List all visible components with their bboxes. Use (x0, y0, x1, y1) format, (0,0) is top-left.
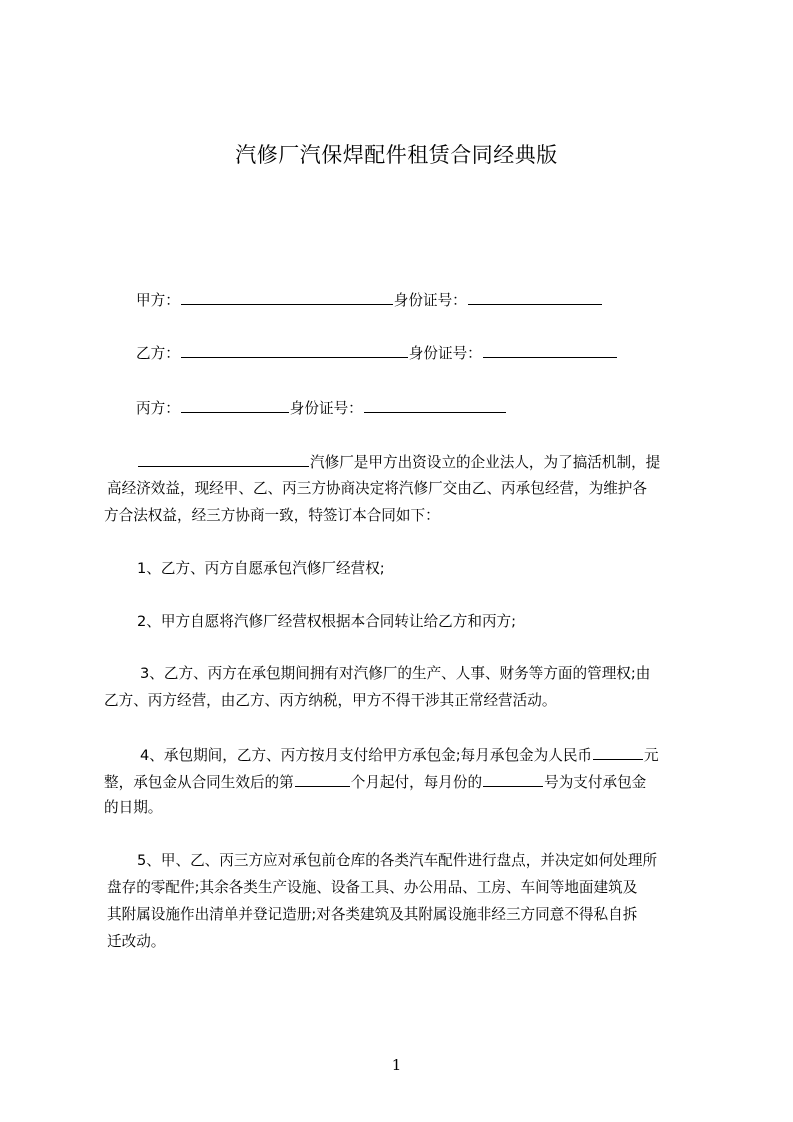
clause-4-line-2 (104, 772, 646, 793)
party-c-name-blank[interactable] (181, 398, 289, 413)
party-b-line (136, 343, 618, 364)
clause-1: 1、乙方、丙方自愿承包汽修厂经营权; (137, 560, 385, 577)
party-a-line (136, 290, 603, 311)
party-a-label: 甲方： (136, 292, 180, 309)
clause-4-text-2a: 整，承包金从合同生效后的第 (104, 774, 294, 791)
party-a-id-blank[interactable] (468, 290, 602, 305)
clause-4-text-1a: 4、承包期间，乙方、丙方按月支付给甲方承包金;每月承包金为人民币 (140, 747, 593, 764)
party-c-id-blank[interactable] (364, 398, 506, 413)
party-b-label: 乙方： (136, 345, 180, 362)
clause-3-line-2: 乙方、丙方经营，由乙方、丙方纳税，甲方不得干涉其正常经营活动。 (104, 692, 557, 709)
party-b-id-blank[interactable] (483, 343, 617, 358)
clause-4-text-2c: 号为支付承包金 (544, 774, 647, 791)
party-b-id-label: 身份证号： (408, 345, 482, 362)
clause-5-line-4: 迁改动。 (107, 933, 166, 950)
intro-line-3: 方合法权益，经三方协商一致，特签订本合同如下： (104, 507, 440, 524)
document-title: 汽修厂汽保焊配件租赁合同经典版 (235, 143, 558, 167)
party-c-line (136, 398, 507, 419)
page-number: 1 (391, 1056, 402, 1074)
clause-3-line-1: 3、乙方、丙方在承包期间拥有对汽修厂的生产、人事、财务等方面的管理权;由 (140, 665, 651, 682)
party-a-name-blank[interactable] (181, 290, 393, 305)
start-month-blank[interactable] (295, 772, 350, 787)
clause-4-text-1b: 元 (644, 747, 659, 764)
clause-5-line-3: 其附属设施作出清单并登记造册;对各类建筑及其附属设施非经三方同意不得私自拆 (107, 906, 638, 923)
clause-5-line-1: 5、甲、乙、丙三方应对承包前仓库的各类汽车配件进行盘点，并决定如何处理所 (137, 852, 658, 869)
factory-name-blank[interactable] (138, 452, 309, 467)
clause-4-text-2b: 个月起付，每月份的 (350, 774, 483, 791)
party-b-name-blank[interactable] (181, 343, 408, 358)
party-c-id-label: 身份证号： (289, 400, 363, 417)
clause-4-line-3: 的日期。 (104, 799, 163, 816)
clause-2: 2、甲方自愿将汽修厂经营权根据本合同转让给乙方和丙方; (137, 613, 517, 630)
intro-line-1 (137, 452, 660, 473)
party-c-label: 丙方： (136, 400, 180, 417)
party-a-id-label: 身份证号： (393, 292, 467, 309)
payment-day-blank[interactable] (483, 772, 543, 787)
intro-line-2: 高经济效益，现经甲、乙、丙三方协商决定将汽修厂交由乙、丙承包经营，为维护各 (107, 480, 647, 497)
monthly-amount-blank[interactable] (593, 745, 643, 760)
clause-5-line-2: 盘存的零配件;其余各类生产设施、设备工具、办公用品、工房、车间等地面建筑及 (107, 879, 638, 896)
intro-text-1: 汽修厂是甲方出资设立的企业法人，为了搞活机制，提 (310, 454, 661, 471)
clause-4-line-1 (140, 745, 659, 766)
